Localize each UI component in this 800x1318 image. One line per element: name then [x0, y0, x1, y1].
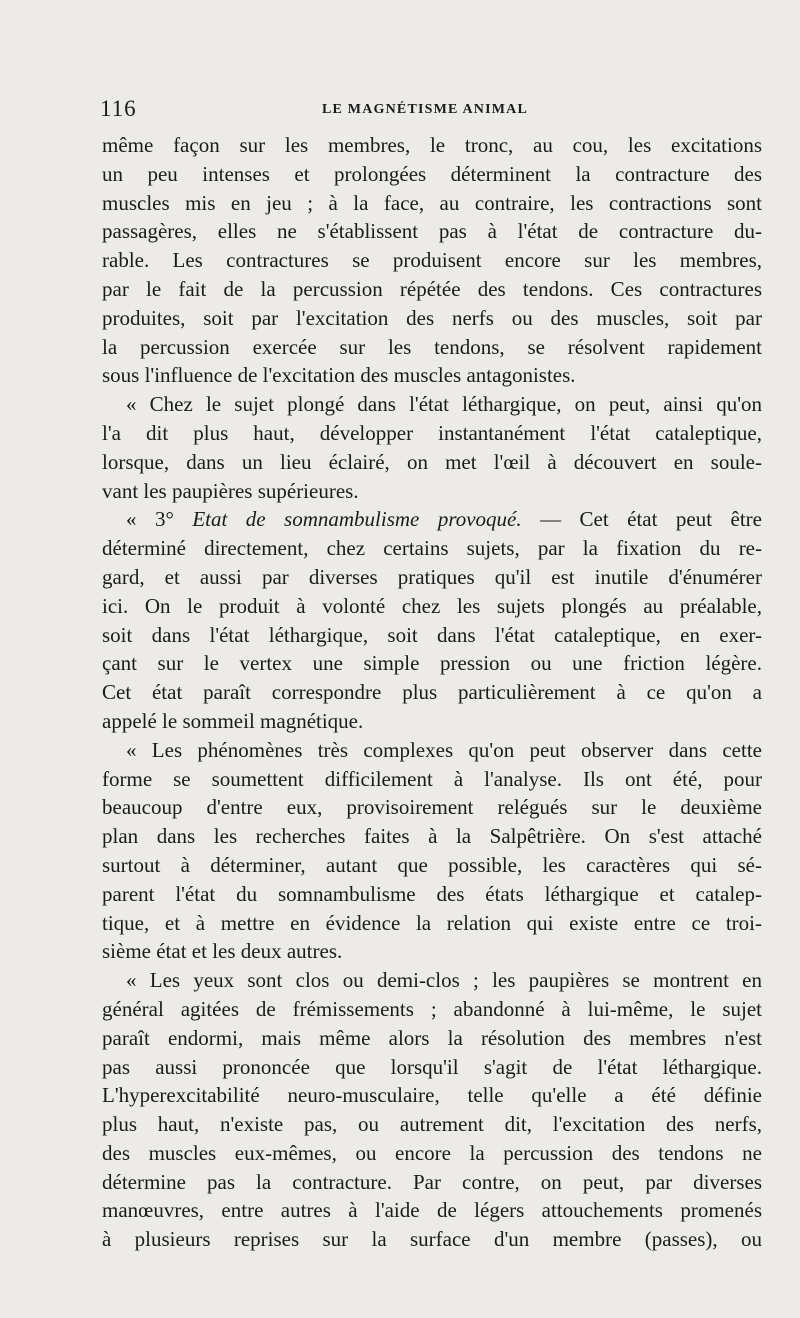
text-line: gard, et aussi par diverses pratiques qu'il est inutile d'énumérer — [102, 564, 762, 589]
text-line: un peu intenses et prolongées déterminent la contracture des — [102, 161, 762, 186]
section-prefix: « 3° — [126, 507, 193, 532]
text-line: rable. Les contractures se produisent encore sur les membres, — [102, 248, 762, 273]
text-line: soit dans l'état léthargique, soit dans l'état cataleptique, en exer- — [102, 622, 762, 647]
text-line: plus haut, n'existe pas, ou autrement dit, l'excitation des nerfs, — [102, 1112, 762, 1137]
text-line: muscles mis en jeu ; à la face, au contraire, les contractions sont — [102, 190, 762, 215]
text-line: sous l'influence de l'excitation des muscles antagonistes. — [102, 363, 576, 388]
section-title: Etat de somnambulisme provoqué. — [192, 507, 522, 532]
running-title: LE MAGNÉTISME ANIMAL — [322, 102, 529, 117]
text-line: beaucoup d'entre eux, provisoirement relégués sur le deuxième — [102, 795, 762, 820]
text-line: Cet état paraît correspondre plus particulièrement à ce qu'on a — [102, 680, 762, 705]
text-line: « Chez le sujet plongé dans l'état léthargique, on peut, ainsi qu'on — [126, 392, 762, 417]
text-line: la percussion exercée sur les tendons, se résolvent rapidement — [102, 334, 762, 359]
section-heading-line — [102, 505, 762, 534]
text-line: forme se soumettent difficilement à l'analyse. Ils ont été, pour — [102, 766, 762, 791]
text-line: « Les yeux sont clos ou demi-clos ; les paupières se montrent en — [126, 968, 762, 993]
text-line: sième état et les deux autres. — [102, 939, 343, 964]
text-line: paraît endormi, mais même alors la résolution des membres n'est — [102, 1025, 762, 1050]
text-line: l'a dit plus haut, développer instantanément l'état cataleptique, — [102, 420, 762, 445]
text-line: par le fait de la percussion répétée des tendons. Ces contractures — [102, 276, 762, 301]
text-line: détermine pas la contracture. Par contre, on peut, par diverses — [102, 1169, 762, 1194]
text-line: çant sur le vertex une simple pression ou une friction légère. — [102, 651, 762, 676]
text-line: vant les paupières supérieures. — [102, 478, 359, 503]
text-line: manœuvres, entre autres à l'aide de légers attouchements promenés — [102, 1198, 762, 1223]
text-line: plan dans les recherches faites à la Salpêtrière. On s'est attaché — [102, 824, 762, 849]
text-line: déterminé directement, chez certains sujets, par la fixation du re- — [102, 536, 762, 561]
text-line: tique, et à mettre en évidence la relation qui existe entre ce troi- — [102, 910, 762, 935]
text-line: ici. On le produit à volonté chez les sujets plongés au préalable, — [102, 593, 762, 618]
text-line: appelé le sommeil magnétique. — [102, 708, 364, 733]
text-line: produites, soit par l'excitation des nerfs ou des muscles, soit par — [102, 305, 762, 330]
page-number: 116 — [100, 96, 137, 121]
text-line: surtout à déterminer, autant que possible, les caractères qui sé- — [102, 852, 762, 877]
text-line: L'hyperexcitabilité neuro-musculaire, telle qu'elle a été définie — [102, 1083, 762, 1108]
text-line: général agitées de frémissements ; abandonné à lui-même, le sujet — [102, 996, 762, 1021]
page-header — [100, 96, 762, 126]
text-line: lorsque, dans un lieu éclairé, on met l'œil à découvert en soule- — [102, 449, 762, 474]
text-line: des muscles eux-mêmes, ou encore la percussion des tendons ne — [102, 1140, 762, 1165]
body-text — [102, 131, 762, 1254]
text-line: même façon sur les membres, le tronc, au cou, les excitations — [102, 133, 762, 157]
text-line: pas aussi prononcée que lorsqu'il s'agit de l'état léthargique. — [102, 1054, 762, 1079]
text-line: passagères, elles ne s'établissent pas à l'état de contracture du- — [102, 219, 762, 244]
section-suffix: — Cet état peut être — [521, 507, 762, 532]
text-line: à plusieurs reprises sur la surface d'un membre (passes), ou — [102, 1227, 762, 1252]
text-line: parent l'état du somnambulisme des états léthargique et catalep- — [102, 881, 762, 906]
text-line: « Les phénomènes très complexes qu'on peut observer dans cette — [126, 737, 762, 762]
